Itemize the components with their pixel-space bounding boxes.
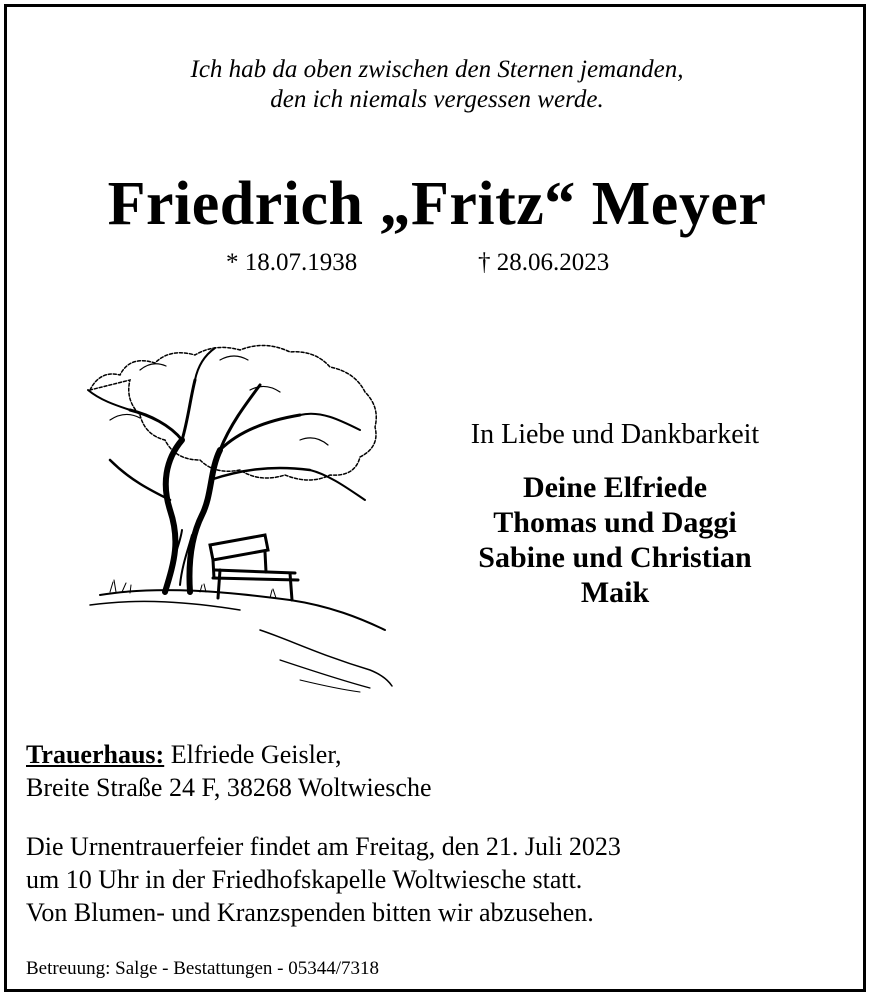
death-date: † 28.06.2023 [478, 249, 610, 276]
tree-bench-illustration [70, 330, 400, 700]
mourner-name: Deine Elfriede [522, 471, 708, 504]
mourner-name: Sabine und Christian [478, 541, 752, 574]
mourners-list [405, 470, 825, 610]
mourner-name: Maik [580, 576, 650, 609]
birth-date: * 18.07.1938 [226, 249, 358, 276]
deceased-name: Friedrich „Fritz“ Meyer [107, 170, 767, 238]
motto-line-2: den ich niemals vergessen werde. [270, 86, 604, 113]
mourner-name: Thomas und Daggi [493, 506, 737, 539]
ceremony-line: Von Blumen- und Kranzspenden bitten wir abzusehen. [26, 898, 594, 927]
ceremony-line: Die Urnentrauerfeier findet am Freitag, den 21. Juli 2023 [26, 832, 621, 861]
ground-line [100, 590, 385, 630]
motto-verse [0, 55, 874, 115]
trauerhaus-name: Elfriede Geisler, [164, 740, 342, 769]
mourners-intro: In Liebe und Dankbarkeit [470, 419, 760, 450]
motto-line-1: Ich hab da oben zwischen den Sternen jemanden, [190, 56, 684, 83]
trauerhaus-block [26, 738, 432, 804]
ceremony-line: um 10 Uhr in der Friedhofskapelle Woltwiesche statt. [26, 865, 583, 894]
bench [210, 535, 298, 600]
ceremony-info [26, 830, 621, 929]
undertaker-footer: Betreuung: Salge - Bestattungen - 05344/7318 [26, 958, 380, 979]
trauerhaus-address: Breite Straße 24 F, 38268 Woltwiesche [26, 773, 432, 802]
trauerhaus-label: Trauerhaus: [26, 740, 165, 769]
tree-trunk [165, 440, 182, 592]
